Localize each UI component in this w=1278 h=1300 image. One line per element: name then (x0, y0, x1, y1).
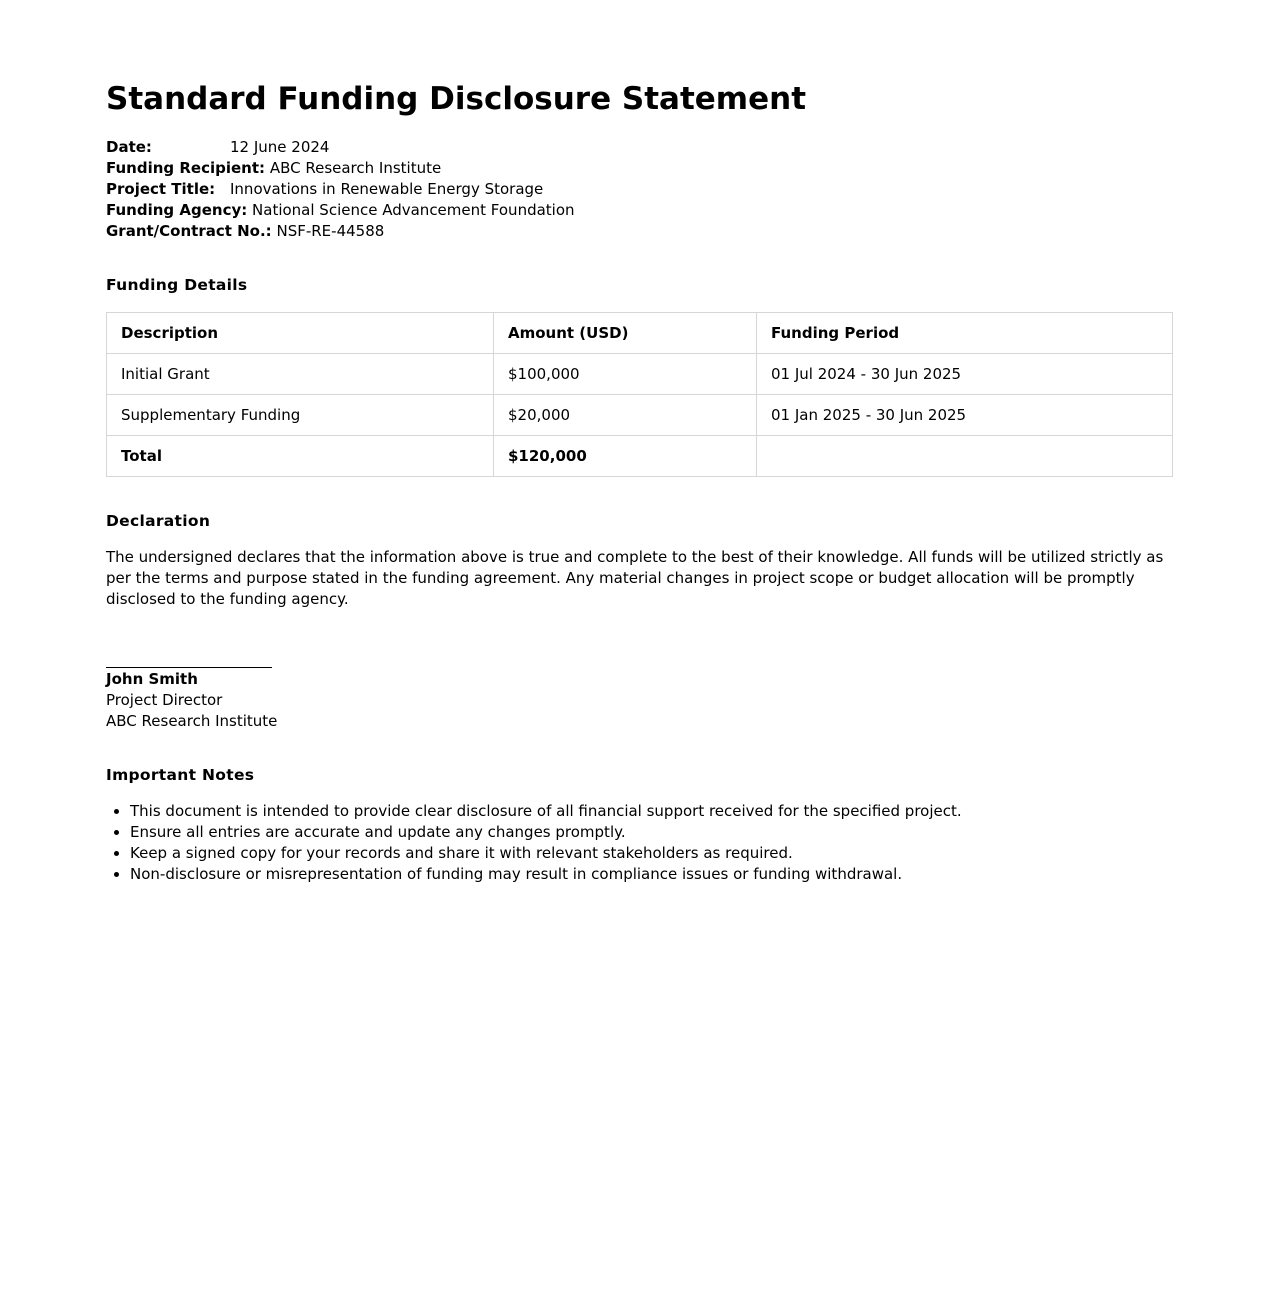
meta-grant-number-label: Grant/Contract No.: (106, 222, 272, 240)
row-amount: $20,000 (494, 395, 757, 436)
row-period: 01 Jan 2025 - 30 Jun 2025 (757, 395, 1173, 436)
signature-line (106, 649, 272, 668)
total-period (757, 436, 1173, 477)
funding-table (106, 312, 1173, 477)
row-description: Supplementary Funding (107, 395, 494, 436)
declaration-text: The undersigned declares that the information above is true and complete to the best of their knowledge. All funds will be utilized strictly as per the terms and purpose stated in the funding agreement. Any material changes in project scope or budget allocation will be promptly disclosed to the funding agency. (106, 548, 1164, 608)
meta-recipient-label: Funding Recipient: (106, 159, 266, 177)
meta-date-value: 12 June 2024 (230, 138, 330, 156)
column-header-period: Funding Period (757, 313, 1173, 354)
document-meta (106, 137, 1172, 242)
meta-date-label: Date: (106, 138, 152, 156)
meta-grant-number-value: NSF-RE-44588 (276, 222, 385, 240)
signature-block (106, 649, 1172, 732)
list-item: • Non-disclosure or misrepresentation of funding may result in compliance issues or funding withdrawal. (130, 864, 1172, 885)
funding-section (106, 275, 1172, 477)
table-row (107, 395, 1173, 436)
declaration-section (106, 511, 1172, 610)
declaration-heading: Declaration (106, 512, 211, 530)
meta-recipient-value: ABC Research Institute (269, 159, 442, 177)
list-item: • Ensure all entries are accurate and update any changes promptly. (130, 822, 1172, 843)
document-title: Standard Funding Disclosure Statement (106, 81, 807, 117)
meta-project-title (106, 179, 1172, 200)
meta-grant-number (106, 221, 1172, 242)
meta-project-title-value: Innovations in Renewable Energy Storage (230, 180, 544, 198)
meta-recipient (106, 158, 1172, 179)
row-amount: $100,000 (494, 354, 757, 395)
list-item: • This document is intended to provide clear disclosure of all financial support received for the specified project. (130, 801, 1172, 822)
signatory-name: John Smith (106, 670, 198, 688)
row-description: Initial Grant (107, 354, 494, 395)
column-header-description: Description (107, 313, 494, 354)
notes-list (106, 801, 1172, 885)
notes-section (106, 765, 1172, 885)
total-label: Total (107, 436, 494, 477)
meta-agency-value: National Science Advancement Foundation (252, 201, 575, 219)
table-row (107, 354, 1173, 395)
total-amount: $120,000 (494, 436, 757, 477)
signatory-role: Project Director (106, 691, 223, 709)
signatory-organization: ABC Research Institute (106, 712, 278, 730)
notes-heading: Important Notes (106, 766, 255, 784)
funding-table-header-row (107, 313, 1173, 354)
column-header-amount: Amount (USD) (494, 313, 757, 354)
meta-project-title-label: Project Title: (106, 180, 216, 198)
list-item: • Keep a signed copy for your records and share it with relevant stakeholders as required. (130, 843, 1172, 864)
meta-date (106, 137, 1172, 158)
meta-agency (106, 200, 1172, 221)
funding-heading: Funding Details (106, 276, 248, 294)
meta-agency-label: Funding Agency: (106, 201, 248, 219)
row-period: 01 Jul 2024 - 30 Jun 2025 (757, 354, 1173, 395)
table-total-row (107, 436, 1173, 477)
